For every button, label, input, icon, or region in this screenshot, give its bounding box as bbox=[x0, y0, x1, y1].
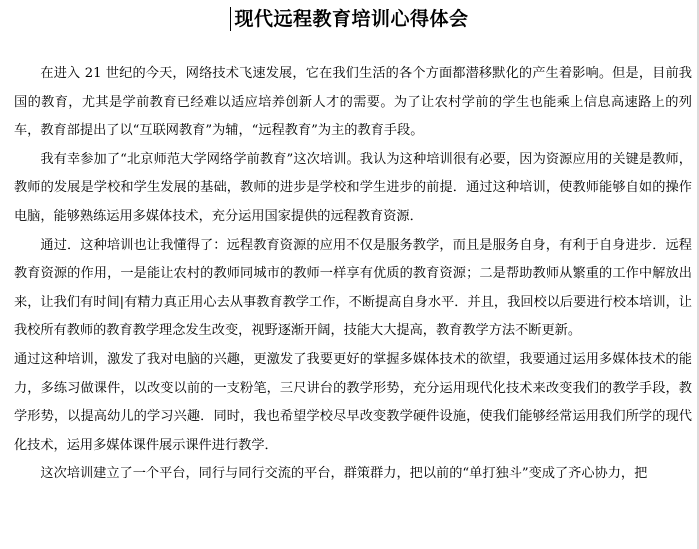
paragraph-platform: 这次培训建立了一个平台，同行与同行交流的平台，群策群力，把以前的“单打独斗”变成了齐心协力，把 bbox=[40, 466, 648, 482]
document-title-text: 现代远程教育培训心得体会 bbox=[234, 8, 469, 30]
paragraph-training: 我有幸参加了“北京师范大学网络学前教育”这次培训。我认为这种培训很有必要，因为资源应用的关键是教师，教师的发展是学校和学生发展的基础，教师的进步是学校和学生进步的前提．通过这种培训，使教师能够自如的操作电脑，能够熟练运用多媒体技术，充分运用国家提供的远程教育资源． bbox=[14, 151, 692, 224]
document-body[interactable] bbox=[14, 60, 692, 489]
paragraph-interest: 通过这种培训，激发了我对电脑的兴趣，更激发了我要更好的掌握多媒体技术的欲望，我要通过运用多媒体技术的能力，多练习做课件，以改变以前的一支粉笔，三尺讲台的教学形势，充分运用现代化技术来改变我们的教学手段，教学形势，以提高幼儿的学习兴趣．同时，我也希望学校尽早改变教学硬件设施，使我们能够经常运用我们所学的现代化技术，运用多媒体课件展示课件进行教学． bbox=[14, 351, 692, 453]
paragraph-intro: 在进入 21 世纪的今天，网络技术飞速发展，它在我们生活的各个方面都潜移默化的产生着影响。但是，目前我国的教育，尤其是学前教育已经难以适应培养创新人才的需要。为了让农村学前的学生也能乘上信息高速路上的列车，教育部提出了以“互联网教育”为辅，“远程教育”为主的教育手段。 bbox=[14, 66, 692, 139]
title-area bbox=[0, 6, 699, 32]
text-cursor bbox=[230, 7, 231, 31]
document-title[interactable] bbox=[230, 6, 468, 32]
paragraph-understanding: 通过．这种培训也让我懂得了：远程教育资源的应用不仅是服务教学，而且是服务自身，有利于自身进步．远程教育资源的作用，一是能让农村的教师同城市的教师一样享有优质的教育资源；二是帮助教师从繁重的工作中解放出来，让我们有时间|有精力真正用心去从事教育教学工作，不断提高自身水平．并且，我回校以后要进行校本培训，让我校所有教师的教育教学理念发生改变，视野逐渐开阔，技能大大提高，教育教学方法不断更新。 bbox=[14, 237, 692, 339]
